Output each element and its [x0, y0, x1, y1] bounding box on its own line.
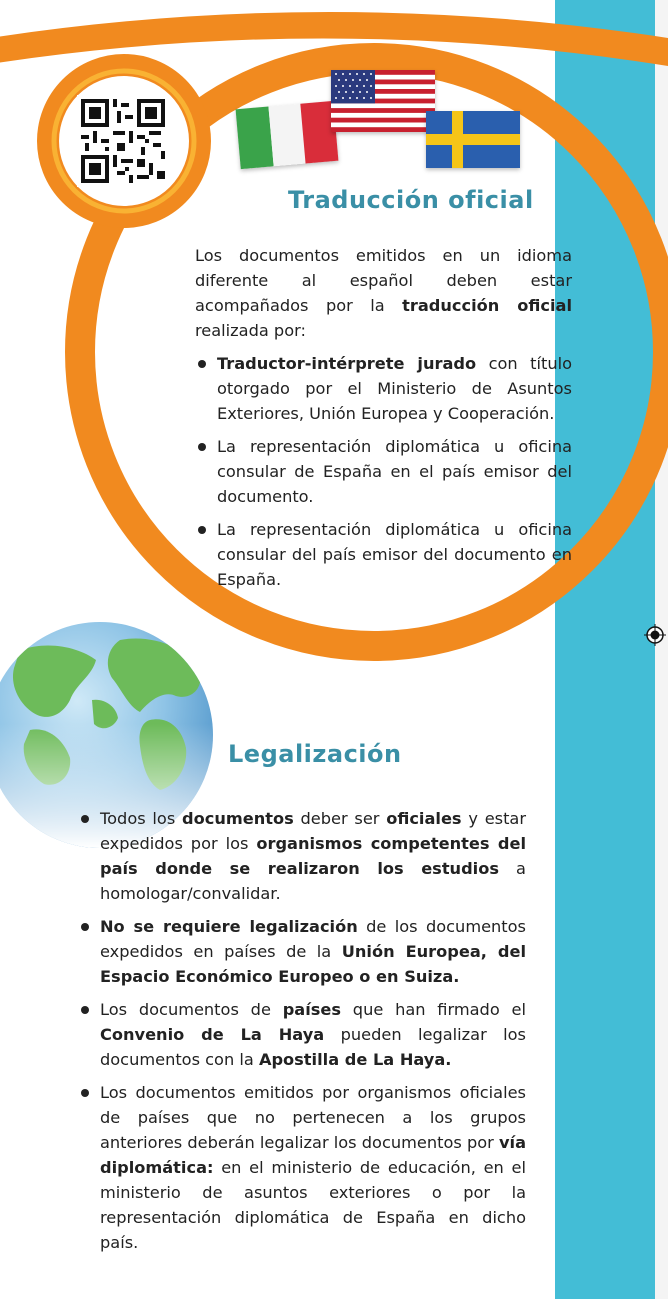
registration-mark-icon — [643, 623, 667, 647]
item-bold: documentos — [182, 809, 294, 828]
item-text: de los documentos expedidos en países de la — [100, 917, 526, 961]
item-text: deber ser — [293, 809, 387, 828]
item-bold: oficiales — [386, 809, 462, 828]
item-text: La representación diplomática u oficina consular del país emisor del documento en España. — [217, 520, 572, 589]
flag-usa-icon — [331, 70, 435, 132]
intro-bold: traducción oficial — [402, 296, 572, 315]
item-bold: No se requiere legalización — [100, 917, 358, 936]
item-bold: organismos competentes del país donde se realizaron los estudios — [100, 834, 526, 878]
item-text: que han firmado el — [341, 1000, 526, 1019]
intro-text: Los documentos emitidos en un idioma diferente al español deben estar acompañados por la — [195, 246, 572, 315]
intro-text-end: realizada por: — [195, 321, 306, 340]
item-bold: Unión Europea, del Espacio Económico Europeo o en Suiza. — [100, 942, 526, 986]
list-item — [195, 351, 572, 426]
legalizacion-title: Legalización — [228, 740, 402, 768]
item-text: con título otorgado por el Ministerio de Asuntos Exteriores, Unión Europea y Cooperación. — [217, 354, 572, 423]
legalizacion-body — [78, 806, 526, 1263]
item-text: Los documentos de — [100, 1000, 283, 1019]
legalizacion-list — [78, 806, 526, 1255]
item-bold: países — [282, 1000, 341, 1019]
list-item — [195, 434, 572, 509]
item-text: Los documentos emitidos por organismos oficiales de países que no pertenecen a los grupos anteriores deberán legalizar los documentos por — [100, 1083, 526, 1152]
list-item — [78, 914, 526, 989]
item-text: y estar expedidos por los — [100, 809, 527, 853]
traduccion-body — [195, 243, 572, 600]
traduccion-title: Traducción oficial — [288, 186, 534, 214]
item-text: en el ministerio de educación, en el ministerio de asuntos exteriores o por la representación diplomática de España en dicho país. — [100, 1158, 526, 1252]
list-item — [195, 517, 572, 592]
item-text: Todos los — [100, 809, 183, 828]
item-bold: Apostilla de La Haya. — [258, 1050, 452, 1069]
item-bold: Convenio de La Haya — [100, 1025, 325, 1044]
list-item — [78, 806, 526, 906]
list-item — [78, 997, 526, 1072]
item-bold: Traductor-intérprete jurado — [217, 354, 477, 373]
item-text: La representación diplomática u oficina consular de España en el país emisor del documento. — [217, 437, 572, 506]
flag-sweden-icon — [426, 111, 520, 168]
item-text: pueden legalizar los documentos con la — [100, 1025, 526, 1069]
traduccion-intro — [195, 243, 572, 343]
qr-code-icon[interactable] — [77, 95, 169, 187]
flag-italy-icon — [236, 101, 339, 169]
item-bold: vía diplomática: — [100, 1133, 526, 1177]
item-text: a homologar/convalidar. — [100, 859, 526, 903]
traduccion-list — [195, 351, 572, 592]
list-item — [78, 1080, 526, 1255]
